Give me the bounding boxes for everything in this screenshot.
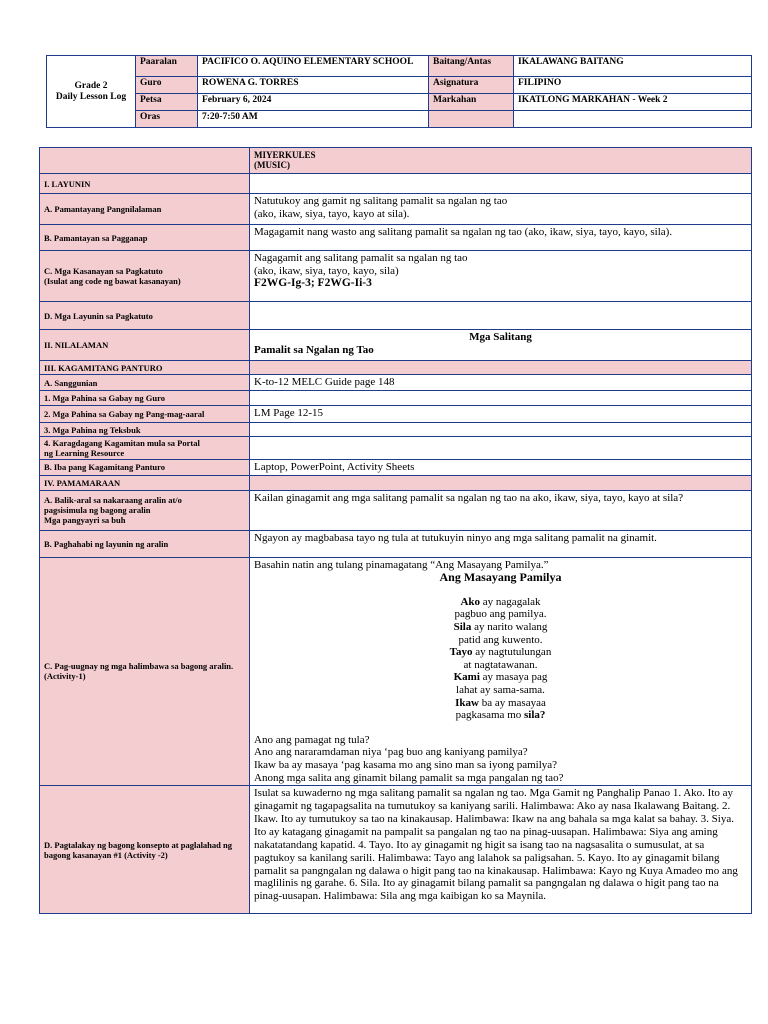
poem-line: Kami ay masaya pag xyxy=(453,671,548,684)
pag-uugnay-line1: C. Pag-uugnay ng mga halimbawa sa bagong aralin. xyxy=(44,661,234,672)
label-portal xyxy=(40,437,250,460)
section-nilalaman: II. NILALAMAN xyxy=(40,330,250,361)
label-pagtalakay: D. Pagtalakay ng bagong konsepto at paglalahad ng bagong kasanayan #1 (Activity -2) xyxy=(40,786,250,914)
nilalaman-line1: Mga Salitang xyxy=(469,331,532,343)
poem-line: lahat ay sama-sama. xyxy=(456,683,545,696)
subject-label: Asignatura xyxy=(429,77,514,94)
lesson-table xyxy=(39,147,752,914)
empty-value xyxy=(514,111,752,128)
question: Anong mga salita ang ginamit bilang pamalit sa mga pangalan ng tao? xyxy=(254,771,564,784)
grade-level-value: IKALAWANG BAITANG xyxy=(514,56,752,77)
header-table xyxy=(46,55,752,128)
school-value: PACIFICO O. AQUINO ELEMENTARY SCHOOL xyxy=(198,56,429,77)
portal-line1: 4. Karagdagang Kagamitan mula sa Portal xyxy=(44,438,200,448)
nilalaman-line2: Pamalit sa Ngalan ng Tao xyxy=(254,343,374,356)
gabay-magaaral-text: LM Page 12-15 xyxy=(250,406,752,423)
label-gabay-guro: 1. Mga Pahina sa Gabay ng Guro xyxy=(40,391,250,406)
pangnilalaman-line1: Natutukoy ang gamit ng salitang pamalit sa ngalan ng tao xyxy=(254,195,508,207)
poem-line: Tayo ay nagtutulungan xyxy=(449,646,552,659)
poem-line: pagkasama mo sila? xyxy=(455,709,546,722)
quarter-value: IKATLONG MARKAHAN - Week 2 xyxy=(514,94,752,111)
label-layunin-pagkatuto: D. Mga Layunin sa Pagkatuto xyxy=(40,302,250,330)
teacher-value: ROWENA G. TORRES xyxy=(198,77,429,94)
kasanayan-text-line2: (ako, ikaw, siya, tayo, kayo, sila) xyxy=(254,264,399,277)
pamamaraan-blank xyxy=(250,475,752,490)
label-sanggunian: A. Sanggunian xyxy=(40,375,250,391)
kasanayan-code: F2WG-Ig-3; F2WG-Ii-3 xyxy=(254,277,372,290)
gabay-guro-blank xyxy=(250,391,752,406)
layunin-blank xyxy=(250,174,752,194)
balik-aral-line3: Mga pangyayri sa buh xyxy=(44,515,126,526)
log-title xyxy=(47,56,136,128)
paghahabi-text: Ngayon ay magbabasa tayo ng tula at tutukuyin ninyo ang mga salitang pamalit na ginamit. xyxy=(250,530,752,557)
portal-blank xyxy=(250,437,752,460)
poem-line: at nagtatawanan. xyxy=(463,658,538,671)
question: Ikaw ba ay masaya ‘pag kasama mo ang sino man sa iyong pamilya? xyxy=(254,758,558,771)
poem-line: pagbuo ang pamilya. xyxy=(454,608,547,621)
iba-pang-kagamitan-text: Laptop, PowerPoint, Activity Sheets xyxy=(250,460,752,476)
section-kagamitan: III. KAGAMITANG PANTURO xyxy=(40,361,250,375)
kasanayan-line1: C. Mga Kasanayan sa Pagkatuto xyxy=(44,266,163,276)
label-kasanayan xyxy=(40,251,250,302)
balik-aral-text: Kailan ginagamit ang mga salitang pamalit sa ngalan ng tao na ako, ikaw, siya, tayo, kayo at sila? xyxy=(250,490,752,530)
kasanayan-text-line1: Nagagamit ang salitang pamalit sa ngalan ng tao xyxy=(254,252,468,264)
pag-uugnay-text xyxy=(250,557,752,786)
poem-line: Sila ay narito walang xyxy=(453,620,548,633)
label-paghahabi: B. Paghahabi ng layunin ng aralin xyxy=(40,530,250,557)
pamantayang-pangnilalaman-text xyxy=(250,194,752,225)
date-label: Petsa xyxy=(136,94,198,111)
layunin-pagkatuto-blank xyxy=(250,302,752,330)
section-layunin: I. LAYUNIN xyxy=(40,174,250,194)
label-gabay-magaaral: 2. Mga Pahina sa Gabay ng Pang-mag-aaral xyxy=(40,406,250,423)
nilalaman-text xyxy=(250,330,752,361)
section-pamamaraan: IV. PAMAMARAAN xyxy=(40,475,250,490)
grade-label: Grade 2 xyxy=(74,80,108,91)
pagtalakay-text: Isulat sa kuwaderno ng mga salitang pamalit sa ngalan ng tao. Mga Gamit ng Panghalip Panao 1. Ako. Ito ay ginagamit ng tagapagsalita na tumutukoy sa kaniyang sarili. Halimbawa: Ako ay nasa Ikalawang Baitang. 2. Ikaw. Ito ay tumutukoy sa tao na kinakausap. Halimbawa: Ikaw na ang bahala sa mga kalat sa bahay. 3. Siya. Ito ay katagang ginagamit na pampalit sa pangalan ng tao na pinag-uusapan. Halimbawa: Siya ang aming nakatatandang kapatid. 4. Tayo. Ito ay ginagamit ng higit sa isang tao na nagsasalita o sumusulat, at sa pagtukoy sa kanilang sarili. Halimbawa: Tayo ang lalahok sa paligsahan. 5. Kayo. Ito ay ginagamit bilang pamalit sa pangngalan ng dalawa o higit pang tao na kinakausap. Halimbawa: Kayo ng Kuya Amadeo mo ang maglilinis ng garahe. 6. Sila. Ito ay ginagamit bilang pamalit sa pangngalan ng dalawa o higit pang tao na pinag-uusapan. Halimbawa: Sila ang mga kaibigan ko sa Maynila. xyxy=(250,786,752,914)
time-label: Oras xyxy=(136,111,198,128)
day-name: MIYERKULES xyxy=(254,150,316,160)
poem-line: patid ang kuwento. xyxy=(458,633,543,646)
kagamitan-blank xyxy=(250,361,752,375)
question: Ano ang pamagat ng tula? xyxy=(254,733,370,746)
sanggunian-text: K-to-12 MELC Guide page 148 xyxy=(250,375,752,391)
day-subject: (MUSIC) xyxy=(254,160,290,170)
kasanayan-line2: (Isulat ang code ng bawat kasanayan) xyxy=(44,276,181,286)
label-teksbuk: 3. Mga Pahina ng Teksbuk xyxy=(40,423,250,437)
subject-value: FILIPINO xyxy=(514,77,752,94)
poem-line: Ako ay nagagalak xyxy=(460,595,541,608)
kasanayan-text xyxy=(250,251,752,302)
teksbuk-blank xyxy=(250,423,752,437)
day-cell xyxy=(250,148,752,174)
corner-cell xyxy=(40,148,250,174)
balik-aral-line1: A. Balik-aral sa nakaraang aralin at/o xyxy=(44,495,182,506)
label-pamantayan-pagganap: B. Pamantayan sa Pagganap xyxy=(40,225,250,251)
poem-line: Ikaw ba ay masayaa xyxy=(455,696,546,709)
quarter-label: Markahan xyxy=(429,94,514,111)
teacher-label: Guro xyxy=(136,77,198,94)
school-label: Paaralan xyxy=(136,56,198,77)
label-pamantayang-pangnilalaman: A. Pamantayang Pangnilalaman xyxy=(40,194,250,225)
poem-title: Ang Masayang Pamilya xyxy=(439,570,562,585)
log-label: Daily Lesson Log xyxy=(55,91,127,102)
poem-intro: Basahin natin ang tulang pinamagatang “Ang Masayang Pamilya.” xyxy=(254,558,549,571)
grade-level-label: Baitang/Antas xyxy=(429,56,514,77)
label-iba-pang-kagamitan: B. Iba pang Kagamitang Panturo xyxy=(40,460,250,476)
pangnilalaman-line2: (ako, ikaw, siya, tayo, kayo at sila). xyxy=(254,207,410,220)
label-pag-uugnay xyxy=(40,557,250,786)
balik-aral-line2: pagsisimula ng bagong aralin xyxy=(44,505,151,516)
pag-uugnay-line2: (Activity-1) xyxy=(44,671,86,682)
empty-label xyxy=(429,111,514,128)
time-value: 7:20-7:50 AM xyxy=(198,111,429,128)
date-value: February 6, 2024 xyxy=(198,94,429,111)
pamantayan-pagganap-text: Magagamit nang wasto ang salitang pamalit sa ngalan ng tao (ako, ikaw, siya, tayo, kayo, sila). xyxy=(250,225,752,251)
label-balik-aral xyxy=(40,490,250,530)
poem-body xyxy=(254,596,747,722)
portal-line2: ng Learning Resource xyxy=(44,448,125,458)
question: Ano ang nararamdaman niya ‘pag buo ang kaniyang pamilya? xyxy=(254,746,528,759)
